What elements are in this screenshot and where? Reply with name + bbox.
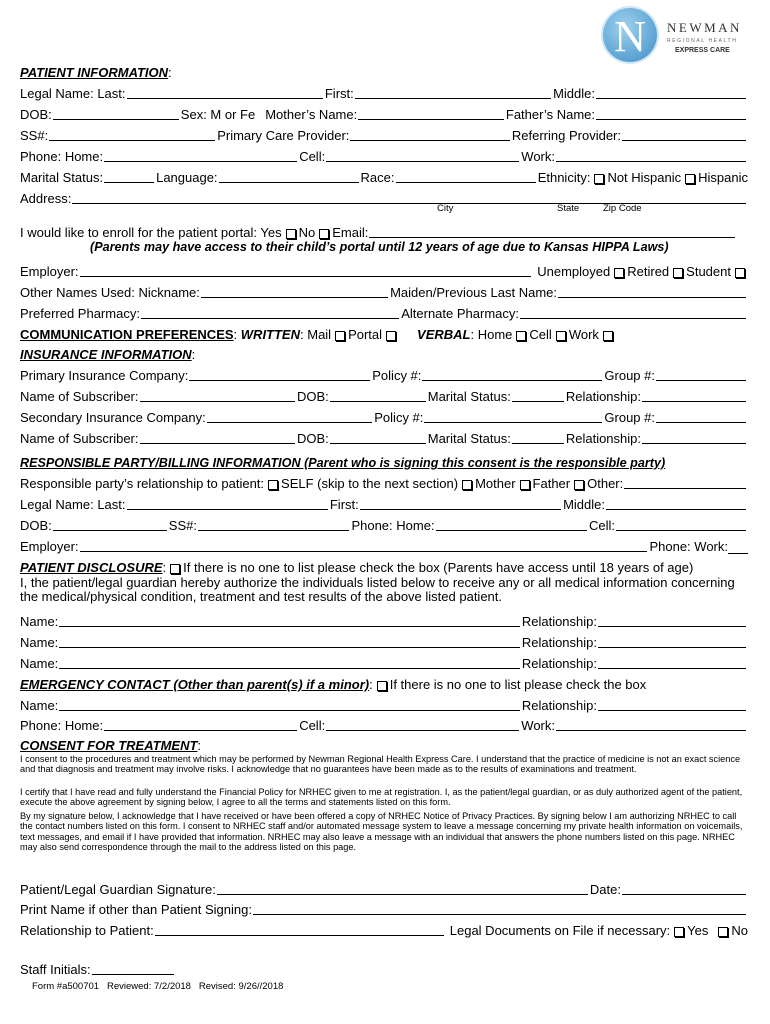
legal-docs-no-checkbox[interactable] (718, 927, 728, 937)
disclosure-name-row-2 (20, 630, 748, 650)
disclosure-relationship-label: Relationship: (521, 635, 597, 650)
secondary-subscriber-label: Name of Subscriber: (20, 431, 139, 446)
disclosure-relationship-field[interactable] (598, 633, 746, 648)
patient-heading: PATIENT INFORMATION (20, 65, 169, 80)
disclosure-name-label: Name: (20, 635, 59, 650)
employer-field[interactable] (80, 262, 532, 277)
secondary-insurance-field[interactable] (207, 408, 373, 423)
responsible-last-field[interactable] (127, 495, 328, 510)
legal-docs-label: Legal Documents on File if necessary: (449, 923, 671, 938)
referring-field[interactable] (622, 126, 746, 141)
emergency-relationship-label: Relationship: (521, 698, 597, 713)
disclosure-name-field[interactable] (59, 654, 520, 669)
responsible-employer-field[interactable] (80, 537, 648, 552)
emergency-cell-field[interactable] (326, 716, 519, 731)
patient-name-row (20, 81, 748, 101)
last-name-label: Legal Name: Last: (20, 86, 126, 101)
portal-no-checkbox[interactable] (319, 229, 329, 239)
pharmacy-row (20, 301, 748, 321)
language-field[interactable] (219, 168, 359, 183)
primary-subscriber-relationship-label: Relationship: (565, 389, 641, 404)
state-caption: State (557, 203, 580, 214)
cell-field[interactable] (326, 147, 519, 162)
disclosure-name-label: Name: (20, 614, 59, 629)
relationship-row (20, 918, 748, 938)
disclosure-note: If there is no one to list please check the box (Parents have access until 18 years of age) (183, 560, 694, 575)
patient-heading-row: PATIENT INFORMATION : (20, 65, 172, 80)
patient-marital-row (20, 165, 748, 185)
alt-pharmacy-field[interactable] (520, 304, 746, 319)
fathers-name-field[interactable] (596, 105, 746, 120)
employer-row (20, 259, 748, 279)
secondary-insurance-row (20, 405, 748, 425)
pharmacy-label: Preferred Pharmacy: (20, 306, 140, 321)
responsible-ssn-label: SS#: (168, 518, 197, 533)
primary-policy-label: Policy #: (372, 368, 422, 383)
emergency-name-field[interactable] (59, 696, 520, 711)
secondary-subscriber-marital-field[interactable] (512, 429, 564, 444)
hispanic-label: Hispanic (698, 170, 748, 185)
retired-checkbox[interactable] (673, 268, 683, 278)
father-checkbox[interactable] (520, 480, 530, 490)
cell-pref-label: Cell (529, 327, 552, 342)
secondary-subscriber-dob-label: DOB: (296, 431, 329, 446)
home-pref-label: Home (477, 327, 513, 342)
mail-checkbox[interactable] (335, 331, 345, 341)
first-name-label: First: (324, 86, 354, 101)
responsible-heading-row (20, 450, 748, 470)
primary-subscriber-marital-label: Marital Status: (427, 389, 511, 404)
work-field[interactable] (556, 147, 746, 162)
legal-docs-no-label: No (731, 923, 748, 938)
legal-docs-yes-checkbox[interactable] (674, 927, 684, 937)
father-label: Father (532, 476, 571, 491)
disclosure-name-row-3 (20, 651, 748, 671)
self-label: SELF (skip to the next section) (281, 476, 459, 491)
hispanic-checkbox[interactable] (685, 174, 695, 184)
signature-field[interactable] (217, 880, 588, 895)
responsible-ssn-field[interactable] (198, 516, 349, 531)
disclosure-relationship-label: Relationship: (521, 614, 597, 629)
ssn-label: SS#: (20, 128, 49, 143)
mother-checkbox[interactable] (462, 480, 472, 490)
patient-phone-row (20, 144, 748, 164)
primary-policy-field[interactable] (422, 366, 602, 381)
responsible-dob-field[interactable] (53, 516, 167, 531)
signature-date-field[interactable] (622, 880, 746, 895)
responsible-first-field[interactable] (360, 495, 561, 510)
maiden-label: Maiden/Previous Last Name: (390, 285, 557, 300)
primary-subscriber-label: Name of Subscriber: (20, 389, 139, 404)
emergency-none-checkbox[interactable] (377, 681, 387, 691)
signature-date-label: Date: (589, 882, 621, 897)
dob-label: DOB: (20, 107, 52, 122)
responsible-middle-label: Middle: (563, 497, 606, 512)
emergency-heading: EMERGENCY CONTACT (Other than parent(s) if a minor) (20, 677, 370, 692)
last-name-field[interactable] (127, 84, 323, 99)
patient-ssn-row (20, 123, 748, 143)
ssn-field[interactable] (49, 126, 215, 141)
other-checkbox[interactable] (574, 480, 584, 490)
verbal-label: VERBAL (417, 327, 471, 342)
race-label: Race: (360, 170, 395, 185)
primary-insurance-row (20, 363, 748, 383)
print-name-label: Print Name if other than Patient Signing: (20, 902, 252, 917)
disclosure-relationship-label: Relationship: (521, 656, 597, 671)
dob-field[interactable] (53, 105, 179, 120)
secondary-policy-field[interactable] (424, 408, 602, 423)
comm-pref-row: COMMUNICATION PREFERENCES : WRITTEN : Mail Portal VERBAL : Home Cell Work (20, 322, 748, 342)
disclosure-heading-row: PATIENT DISCLOSURE : If there is no one to list please check the box (Parents have access until 18 years of age) (20, 560, 694, 575)
secondary-policy-label: Policy #: (374, 410, 424, 425)
phone-home-field[interactable] (104, 147, 297, 162)
maiden-field[interactable] (558, 283, 746, 298)
signature-label: Patient/Legal Guardian Signature: (20, 882, 216, 897)
responsible-dob-label: DOB: (20, 518, 52, 533)
logo (603, 8, 753, 64)
emergency-work-field[interactable] (556, 716, 746, 731)
sex-label: Sex: M or Fe (180, 107, 256, 122)
middle-name-label: Middle: (553, 86, 596, 101)
marital-label: Marital Status: (20, 170, 104, 185)
mothers-name-label: Mother’s Name: (265, 107, 358, 122)
first-name-field[interactable] (355, 84, 551, 99)
responsible-cell-field[interactable] (616, 516, 746, 531)
secondary-group-field[interactable] (656, 408, 746, 423)
self-checkbox[interactable] (268, 480, 278, 490)
other-names-row (20, 280, 748, 300)
responsible-relationship-row (20, 471, 748, 491)
cell-label: Cell: (299, 149, 326, 164)
portal-label: I would like to enroll for the patient portal: Yes (20, 225, 282, 240)
address-field[interactable] (72, 189, 746, 204)
disclosure-name-field[interactable] (59, 612, 520, 627)
primary-subscriber-relationship-field[interactable] (642, 387, 746, 402)
zip-caption: Zip Code (603, 203, 642, 214)
comm-pref-heading: COMMUNICATION PREFERENCES (20, 327, 234, 342)
responsible-dob-row (20, 513, 748, 533)
primary-group-field[interactable] (656, 366, 746, 381)
print-name-row (20, 897, 748, 917)
legal-docs-yes-label: Yes (687, 923, 709, 938)
written-label: WRITTEN (240, 327, 300, 342)
secondary-subscriber-field[interactable] (140, 429, 295, 444)
emergency-note: If there is no one to list please check the box (389, 677, 647, 692)
work-label: Work: (521, 149, 555, 164)
not-hispanic-checkbox[interactable] (594, 174, 604, 184)
portal-pref-checkbox[interactable] (386, 331, 396, 341)
responsible-phone-home-label: Phone: Home: (351, 518, 435, 533)
portal-row (20, 220, 748, 240)
mothers-name-field[interactable] (358, 105, 504, 120)
form-footer: Form #a500701 Reviewed: 7/2/2018 Revised: 9/26//2018 (32, 981, 284, 992)
primary-subscriber-row (20, 384, 748, 404)
disclosure-name-row-1 (20, 609, 748, 629)
disclosure-heading: PATIENT DISCLOSURE (20, 560, 163, 575)
employer-label: Employer: (20, 264, 79, 279)
marital-field[interactable] (104, 168, 154, 183)
insurance-heading-row: INSURANCE INFORMATION : (20, 347, 196, 362)
emergency-phone-row (20, 713, 748, 733)
primary-care-label: Primary Care Provider: (217, 128, 350, 143)
home-pref-checkbox[interactable] (516, 331, 526, 341)
other-field[interactable] (624, 474, 746, 489)
responsible-first-label: First: (329, 497, 359, 512)
responsible-name-row (20, 492, 748, 512)
emergency-relationship-field[interactable] (598, 696, 746, 711)
student-checkbox[interactable] (735, 268, 745, 278)
secondary-subscriber-relationship-label: Relationship: (565, 431, 641, 446)
secondary-subscriber-marital-label: Marital Status: (427, 431, 511, 446)
disclosure-paragraph: I, the patient/legal guardian hereby authorize the individuals listed below to receive any or all medical information concerning the medical/physical condition, treatment and test results of the above listed patient. (20, 575, 735, 604)
patient-dob-row (20, 102, 748, 122)
responsible-last-label: Legal Name: Last: (20, 497, 126, 512)
emergency-name-label: Name: (20, 698, 59, 713)
city-caption: City (437, 203, 454, 214)
emergency-cell-label: Cell: (299, 718, 326, 733)
alt-pharmacy-label: Alternate Pharmacy: (401, 306, 519, 321)
email-field[interactable] (369, 223, 735, 238)
phone-home-label: Phone: Home: (20, 149, 104, 164)
mail-label: Mail (307, 327, 332, 342)
responsible-phone-work-label: Phone: Work: (649, 539, 728, 554)
logo-subtitle: REGIONAL HEALTH (667, 38, 738, 44)
address-label: Address: (20, 191, 72, 206)
unemployed-label: Unemployed (537, 264, 611, 279)
emergency-name-row (20, 693, 748, 713)
primary-care-field[interactable] (350, 126, 510, 141)
responsible-middle-field[interactable] (606, 495, 746, 510)
consent-paragraph-3: By my signature below, I acknowledge that I have received or have been offered a copy of NRHEC Notice of Privacy Practices. By signing below I am authorizing NRHEC to call the contact numbers listed on this form. I consent to NRHEC staff and/or automated message system to leave a message concerning my private health information on voicemails, text messages, and email if I have provided that information. NRHEC may also leave a message with an individual that answers the phone numbers listed on this page. NRHEC may also send correspondence through the mail to the address listed on this page. (20, 811, 743, 853)
print-name-field[interactable] (253, 900, 746, 915)
emergency-phone-home-field[interactable] (104, 716, 297, 731)
race-field[interactable] (396, 168, 536, 183)
ethnicity-label: Ethnicity: (537, 170, 591, 185)
relationship-to-patient-field[interactable] (155, 921, 444, 936)
disclosure-none-checkbox[interactable] (170, 564, 180, 574)
nickname-label: Other Names Used: Nickname: (20, 285, 200, 300)
consent-heading-row: CONSENT FOR TREATMENT : (20, 738, 202, 753)
retired-label: Retired (627, 264, 670, 279)
disclosure-relationship-field[interactable] (598, 654, 746, 669)
secondary-group-label: Group #: (604, 410, 655, 425)
portal-pref-label: Portal (348, 327, 383, 342)
responsible-heading: RESPONSIBLE PARTY/BILLING INFORMATION (Parent who is signing this consent is the responsible party) (20, 456, 666, 470)
responsible-relationship-label: Responsible party’s relationship to patient: (20, 476, 265, 491)
referring-label: Referring Provider: (511, 128, 621, 143)
unemployed-checkbox[interactable] (614, 268, 624, 278)
primary-insurance-field[interactable] (189, 366, 370, 381)
portal-no-label: No (298, 225, 316, 240)
pharmacy-field[interactable] (141, 304, 399, 319)
email-label: Email: (332, 225, 369, 240)
work-pref-checkbox[interactable] (603, 331, 613, 341)
responsible-employer-label: Employer: (20, 539, 79, 554)
responsible-employer-row (20, 534, 748, 554)
consent-paragraph-2: I certify that I have read and fully understand the Financial Policy for NRHEC given to me at registration. I, as the patient/legal guardian, or as duly authorized agent of the patient, execute the above agreement by signing below, I agree to all the terms and statements listed on this form. (20, 787, 743, 808)
secondary-subscriber-dob-field[interactable] (330, 429, 426, 444)
disclosure-name-label: Name: (20, 656, 59, 671)
middle-name-field[interactable] (596, 84, 746, 99)
primary-subscriber-marital-field[interactable] (512, 387, 564, 402)
primary-insurance-label: Primary Insurance Company: (20, 368, 189, 383)
logo-circle-icon: N (603, 8, 657, 62)
secondary-subscriber-row (20, 426, 748, 446)
emergency-phone-home-label: Phone: Home: (20, 718, 104, 733)
responsible-cell-label: Cell: (589, 518, 616, 533)
portal-yes-checkbox[interactable] (286, 229, 296, 239)
nickname-field[interactable] (201, 283, 388, 298)
signature-row (20, 877, 748, 897)
disclosure-relationship-field[interactable] (598, 612, 746, 627)
consent-paragraph-1: I consent to the procedures and treatment which may be performed by Newman Regional Health Express Care. I understand that the practice of medicine is not an exact science and that diagnosis and treatment may involve risks. I acknowledge that no guarantees have been made as to the results of examinations and treatment. (20, 754, 741, 775)
portal-note: (Parents may have access to their child’s portal until 12 years of age due to Kansas HIPPA Laws) (90, 240, 669, 254)
primary-subscriber-field[interactable] (140, 387, 295, 402)
consent-heading: CONSENT FOR TREATMENT (20, 738, 198, 753)
not-hispanic-label: Not Hispanic (607, 170, 682, 185)
staff-initials-row (20, 957, 176, 977)
emergency-heading-row: EMERGENCY CONTACT (Other than parent(s) if a minor) : If there is no one to list please check the box (20, 677, 647, 692)
disclosure-name-field[interactable] (59, 633, 520, 648)
staff-initials-label: Staff Initials: (20, 962, 91, 977)
logo-name: NEWMAN (667, 20, 742, 35)
primary-subscriber-dob-field[interactable] (330, 387, 426, 402)
cell-pref-checkbox[interactable] (556, 331, 566, 341)
relationship-to-patient-label: Relationship to Patient: (20, 923, 154, 938)
other-label: Other: (587, 476, 624, 491)
language-label: Language: (156, 170, 218, 185)
logo-tagline: EXPRESS CARE (675, 47, 730, 54)
primary-group-label: Group #: (604, 368, 655, 383)
staff-initials-field[interactable] (92, 960, 174, 975)
insurance-heading: INSURANCE INFORMATION (20, 347, 192, 362)
work-pref-label: Work (568, 327, 599, 342)
mother-label: Mother (475, 476, 516, 491)
responsible-phone-home-field[interactable] (436, 516, 587, 531)
secondary-subscriber-relationship-field[interactable] (642, 429, 746, 444)
emergency-work-label: Work: (521, 718, 555, 733)
student-label: Student (686, 264, 731, 279)
primary-subscriber-dob-label: DOB: (296, 389, 329, 404)
fathers-name-label: Father’s Name: (505, 107, 595, 122)
secondary-insurance-label: Secondary Insurance Company: (20, 410, 206, 425)
